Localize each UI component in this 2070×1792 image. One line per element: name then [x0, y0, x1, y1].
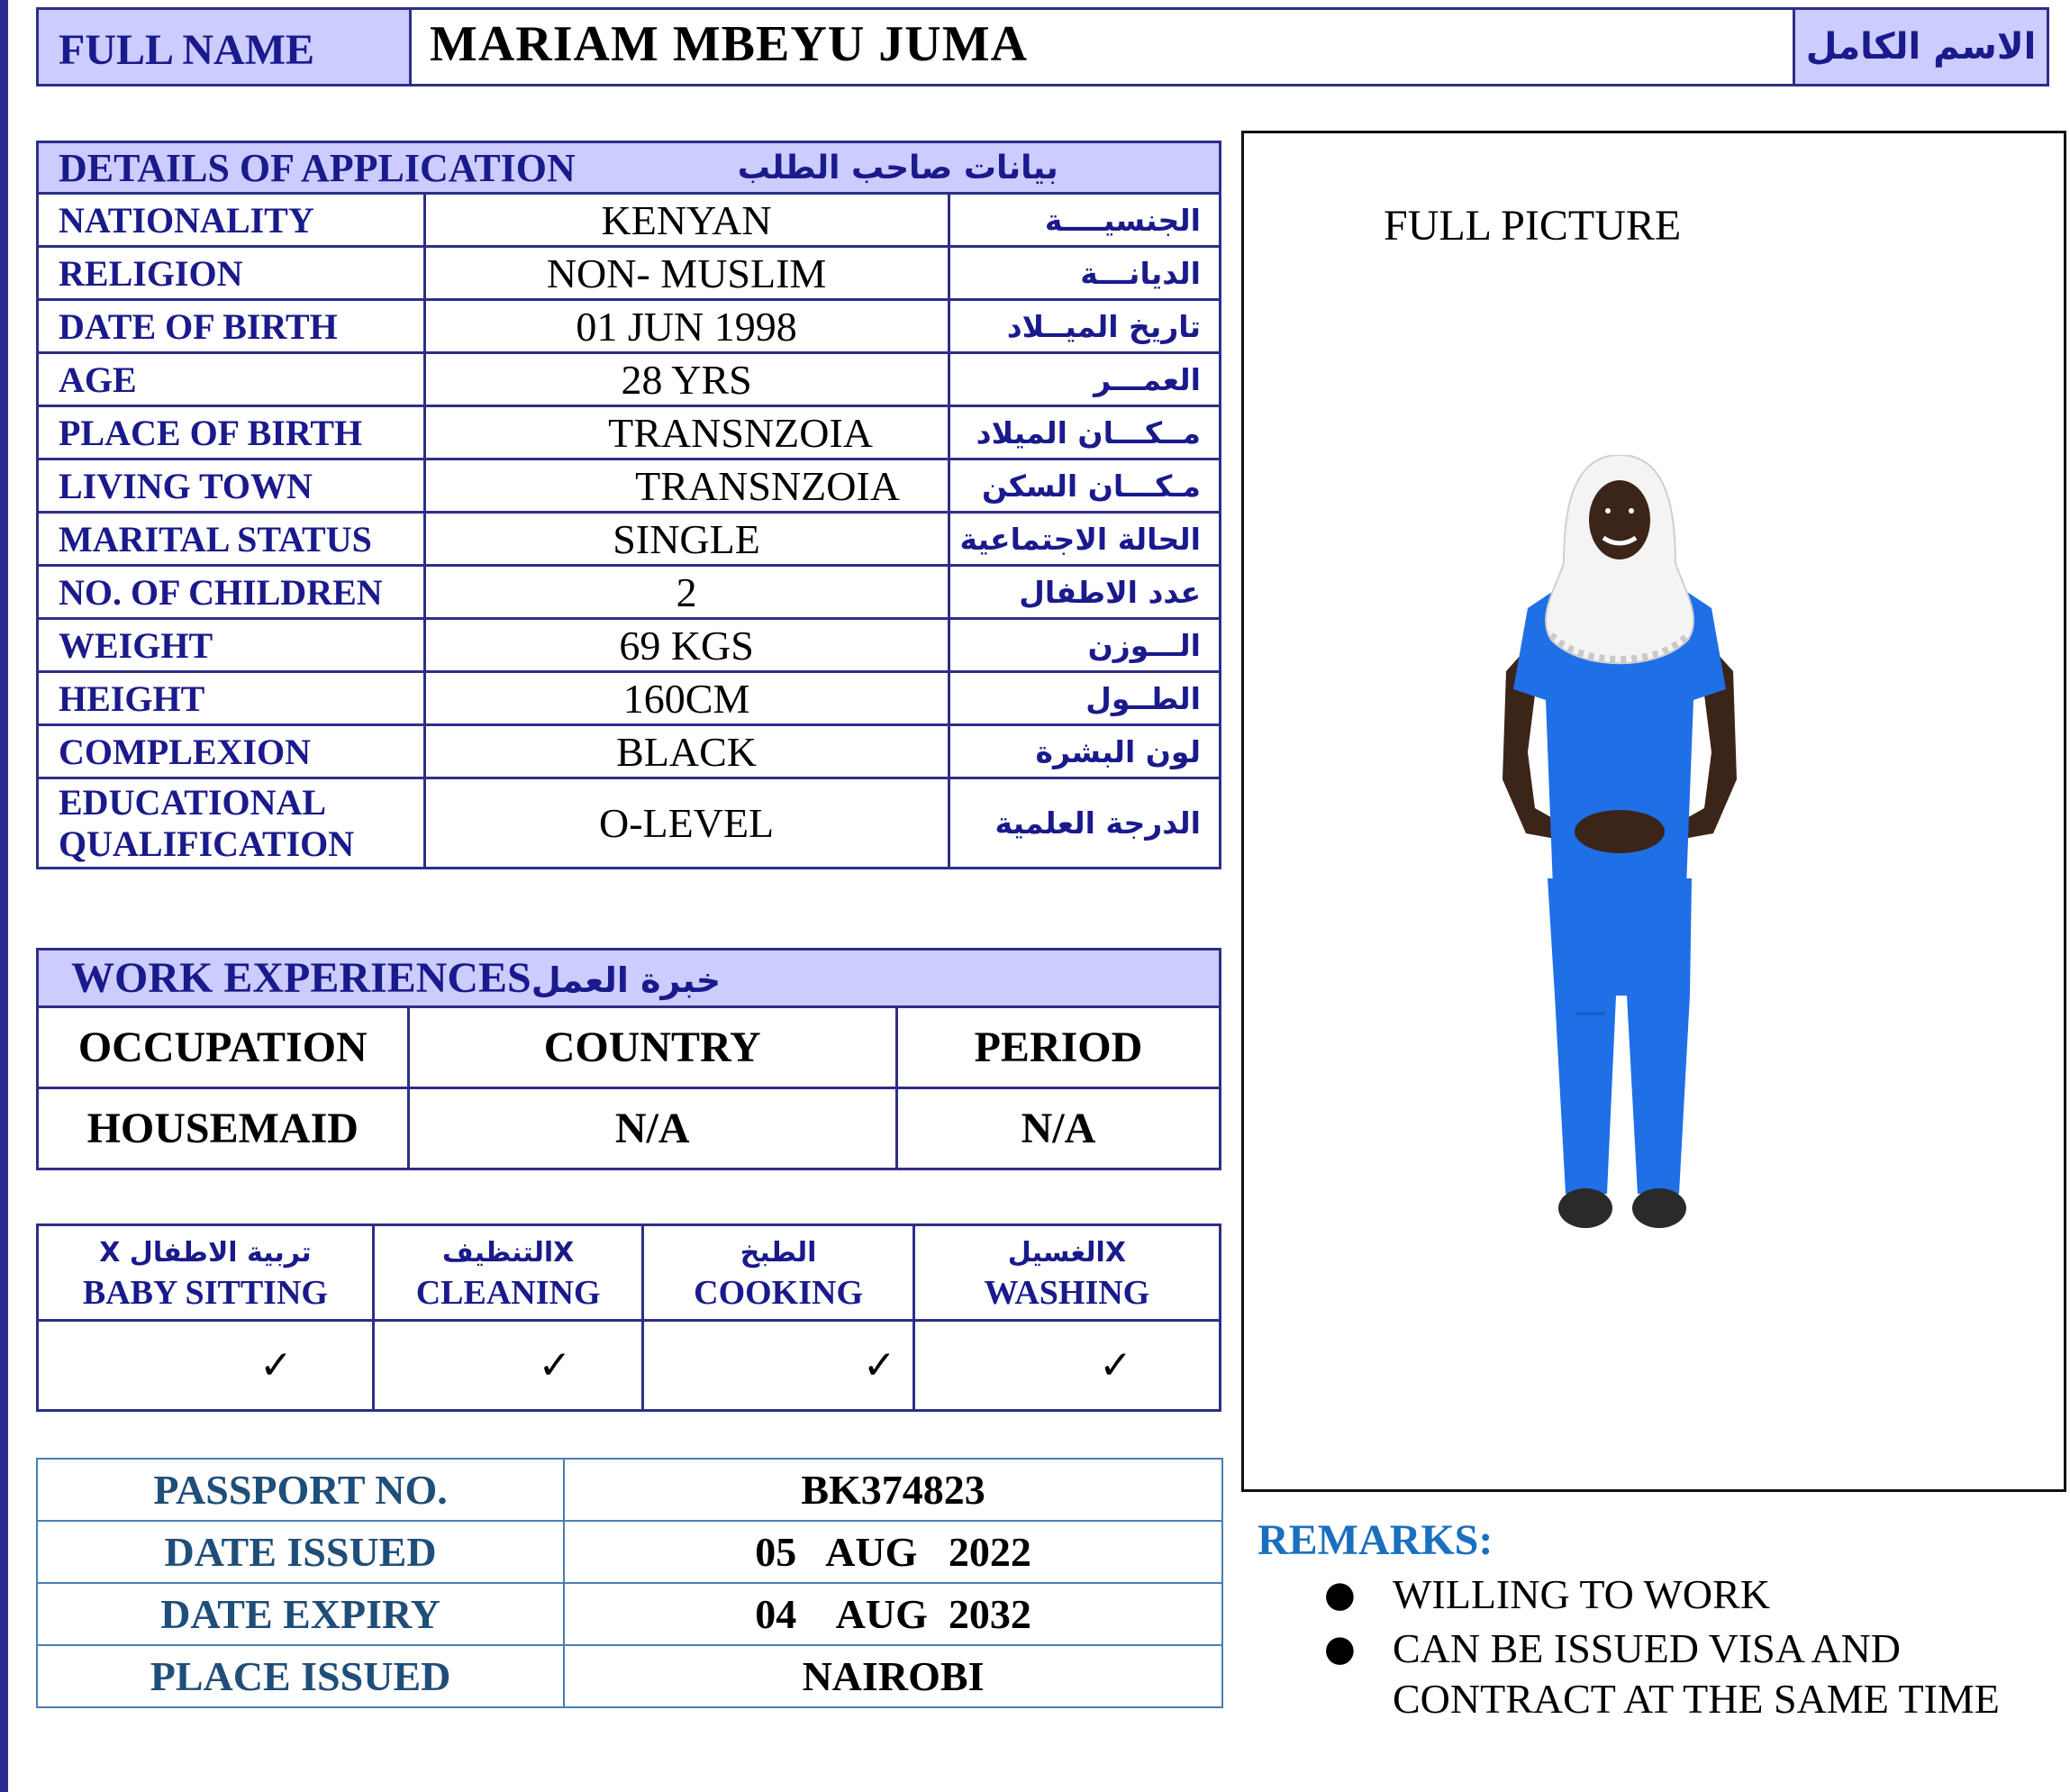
detail-label: MARITAL STATUS	[38, 513, 425, 566]
skill-label-arabic: التنظيفX	[441, 1236, 575, 1269]
column-header-country: COUNTRY	[408, 1007, 896, 1088]
detail-label: EDUCATIONAL QUALIFICATION	[38, 778, 425, 869]
detail-row-place-of-birth	[38, 406, 1221, 459]
full-name-value: MARIAM MBEYU JUMA	[430, 16, 1029, 72]
passport-label: DATE EXPIRY	[37, 1583, 564, 1645]
bullet-icon: ●	[1324, 1628, 1356, 1669]
detail-row-weight	[38, 619, 1221, 672]
detail-value: 2	[424, 566, 949, 619]
detail-label: DATE OF BIRTH	[38, 300, 425, 353]
detail-value: 28 YRS	[424, 353, 949, 406]
column-header-occupation: OCCUPATION	[38, 1007, 409, 1088]
applicant-photo	[1501, 455, 1739, 1230]
full-name-label-arabic: الاسم الكامل	[1793, 10, 2047, 84]
passport-table	[36, 1458, 1223, 1708]
skill-cooking	[643, 1225, 913, 1321]
detail-value: O-LEVEL	[424, 778, 949, 869]
passport-label: PASSPORT NO.	[37, 1459, 564, 1521]
detail-label-arabic: عدد الاطفال	[949, 566, 1220, 619]
detail-value: NON- MUSLIM	[424, 247, 949, 300]
work-occupation: HOUSEMAID	[38, 1088, 409, 1169]
detail-row-living-town	[38, 459, 1221, 513]
detail-value: KENYAN	[424, 194, 949, 247]
detail-value: SINGLE	[424, 513, 949, 566]
checkmark-icon: ✓	[538, 1342, 572, 1388]
passport-row	[37, 1583, 1222, 1645]
full-name-label: FULL NAME	[39, 10, 412, 84]
skill-label: CLEANING	[415, 1273, 601, 1312]
detail-value: TRANSNZOIA	[635, 462, 901, 509]
detail-row-marital-status	[38, 513, 1221, 566]
detail-label: PLACE OF BIRTH	[38, 406, 425, 459]
detail-row-religion	[38, 247, 1221, 300]
detail-row-date-of-birth	[38, 300, 1221, 353]
detail-label: AGE	[38, 353, 425, 406]
skill-label-arabic: الطبخ	[740, 1236, 817, 1269]
detail-row-age	[38, 353, 1221, 406]
detail-label-arabic: لون البشرة	[949, 725, 1220, 778]
detail-value: 69 KGS	[424, 619, 949, 672]
detail-label-arabic: تاريخ الميــلاد	[949, 300, 1220, 353]
passport-row	[37, 1459, 1222, 1521]
skills-check-row	[38, 1321, 1221, 1411]
detail-label-arabic: العمـــر	[949, 353, 1220, 406]
remark-item: ● CAN BE ISSUED VISA AND CONTRACT AT THE SAME TIME	[1324, 1625, 2000, 1722]
detail-label-arabic: الـــوزن	[949, 619, 1220, 672]
skill-label-arabic: الغسيلX	[1007, 1236, 1126, 1269]
passport-value: 04 AUG 2032	[755, 1591, 1031, 1637]
detail-label-arabic: الديانـــة	[949, 247, 1220, 300]
passport-value: NAIROBI	[564, 1645, 1222, 1707]
remarks-list	[1324, 1569, 2063, 1728]
detail-label: NO. OF CHILDREN	[38, 566, 425, 619]
bullet-icon: ●	[1324, 1574, 1356, 1615]
full-name-bar	[36, 7, 2049, 86]
detail-label: NATIONALITY	[38, 194, 425, 247]
work-period: N/A	[896, 1088, 1220, 1169]
skill-washing	[913, 1225, 1220, 1321]
remark-item: ● WILLING TO WORK	[1324, 1569, 2063, 1620]
work-country: N/A	[408, 1088, 896, 1169]
detail-value: BLACK	[424, 725, 949, 778]
detail-label: LIVING TOWN	[38, 459, 425, 513]
detail-value: 01 JUN 1998	[424, 300, 949, 353]
detail-label-arabic: الطــول	[949, 672, 1220, 725]
details-header: DETAILS OF APPLICATION	[59, 145, 576, 190]
detail-label-arabic: مــكـــان الميلاد	[949, 406, 1220, 459]
detail-value: 160CM	[424, 672, 949, 725]
skill-label-arabic: X تربية الاطفال	[99, 1236, 312, 1269]
detail-row-height	[38, 672, 1221, 725]
skills-table	[36, 1223, 1221, 1412]
detail-label: COMPLEXION	[38, 725, 425, 778]
checkmark-icon: ✓	[259, 1342, 293, 1388]
detail-label-arabic: الحالة الاجتماعية	[949, 513, 1220, 566]
skill-label: COOKING	[694, 1273, 864, 1312]
passport-row	[37, 1645, 1222, 1707]
details-header-arabic: بيانات صاحب الطلب	[737, 149, 1058, 186]
detail-label-arabic: الدرجة العلمية	[949, 778, 1220, 869]
detail-label: WEIGHT	[38, 619, 425, 672]
details-header-row	[38, 142, 1221, 194]
work-row	[38, 1088, 1221, 1169]
detail-label-arabic: مـكـــان السكن	[949, 459, 1220, 513]
column-header-period: PERIOD	[896, 1007, 1220, 1088]
remarks-title: REMARKS:	[1257, 1516, 1493, 1564]
skill-label: WASHING	[984, 1273, 1150, 1312]
checkmark-icon: ✓	[1099, 1342, 1132, 1388]
detail-row-nationality	[38, 194, 1221, 247]
detail-label: RELIGION	[38, 247, 425, 300]
detail-value: TRANSNZOIA	[608, 409, 874, 456]
photo-label: FULL PICTURE	[1384, 202, 1682, 250]
detail-label: HEIGHT	[38, 672, 425, 725]
detail-row-children	[38, 566, 1221, 619]
skills-label-row	[38, 1225, 1221, 1321]
skill-cleaning	[373, 1225, 643, 1321]
skill-label: BABY SITTING	[82, 1273, 328, 1312]
details-table	[36, 141, 1221, 869]
passport-label: PLACE ISSUED	[37, 1645, 564, 1707]
skill-baby-sitting	[38, 1225, 374, 1321]
work-header-row	[38, 950, 1221, 1007]
passport-label: DATE ISSUED	[37, 1521, 564, 1583]
passport-value: 05 AUG 2022	[755, 1529, 1031, 1575]
detail-row-complexion	[38, 725, 1221, 778]
checkmark-icon: ✓	[862, 1342, 896, 1388]
passport-row	[37, 1521, 1222, 1583]
left-margin-rule	[0, 0, 8, 1792]
work-header: WORK EXPERIENCES	[71, 954, 531, 1002]
detail-label-arabic: الجنسيــــة	[949, 194, 1220, 247]
work-columns-row	[38, 1007, 1221, 1088]
work-header-arabic: خبرة العمل	[531, 960, 722, 1000]
passport-value: BK374823	[564, 1459, 1222, 1521]
detail-row-education	[38, 778, 1221, 869]
work-experience-table	[36, 948, 1221, 1170]
